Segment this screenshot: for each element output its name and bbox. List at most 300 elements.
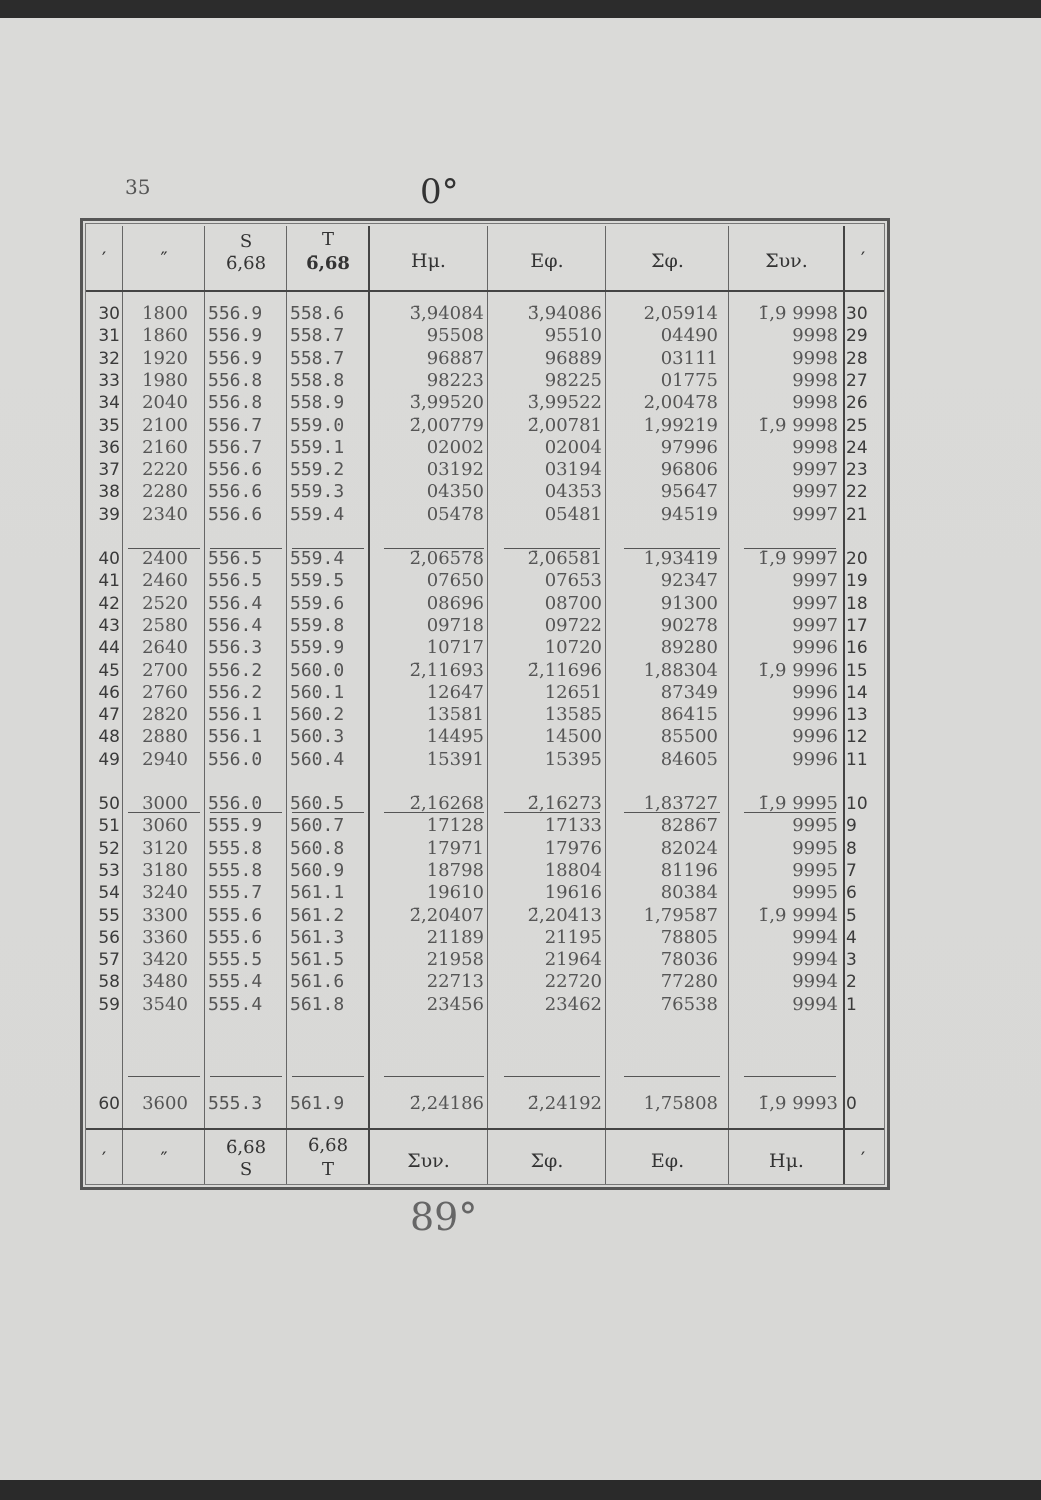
cell-hm: 2̄,16268 (409, 793, 484, 814)
cell-s: 555.6 (208, 904, 263, 926)
cell-s: 556.7 (208, 414, 263, 436)
cell-t: 560.4 (290, 748, 345, 770)
cell-ef: 12651 (544, 681, 602, 703)
cell-minutes: 54 (98, 883, 120, 904)
cell-s: 556.8 (208, 392, 263, 414)
table-row (0, 1092, 1041, 1116)
cell-seconds: 2340 (142, 503, 188, 525)
block-separator (292, 812, 364, 813)
block-separator (128, 812, 200, 813)
table-row (0, 614, 1041, 638)
cell-t: 559.3 (290, 481, 345, 503)
cell-sf: 76538 (660, 993, 718, 1015)
cell-s: 556.3 (208, 637, 263, 659)
cell-seconds: 2700 (142, 659, 188, 681)
cell-sun: 9997 (792, 503, 838, 525)
cell-t: 559.1 (290, 436, 345, 458)
cell-ef: 21964 (544, 949, 602, 971)
cell-ef: 17976 (544, 837, 602, 859)
cell-right-minutes: 19 (846, 571, 868, 592)
cell-ef: 2̄,24192 (527, 1093, 602, 1114)
cell-t: 559.5 (290, 570, 345, 592)
header-rule (86, 290, 884, 292)
cell-minutes: 56 (98, 927, 120, 948)
cell-s: 556.2 (208, 681, 263, 703)
cell-minutes: 43 (98, 615, 120, 636)
cell-ef: 2̄,16273 (527, 793, 602, 814)
cell-sf: 78805 (660, 926, 718, 948)
cell-right-minutes: 22 (846, 482, 868, 503)
cell-t: 560.5 (290, 793, 345, 814)
cell-right-minutes: 20 (846, 549, 868, 569)
footer-sf: Σφ. (530, 1150, 564, 1172)
block-separator (624, 548, 720, 549)
cell-hm: 05478 (426, 503, 484, 525)
block-separator (128, 548, 200, 549)
cell-sun: 9994 (792, 971, 838, 993)
cell-hm: 19610 (426, 882, 484, 904)
cell-minutes: 31 (98, 326, 120, 347)
cell-right-minutes: 26 (846, 393, 868, 414)
footer-seconds: ″ (160, 1148, 168, 1170)
footer-hm: Ημ. (769, 1150, 804, 1172)
cell-sun: 9996 (792, 726, 838, 748)
cell-sun: 9998 (792, 436, 838, 458)
cell-hm: 2̄,11693 (409, 659, 484, 681)
header-seconds: ″ (160, 248, 168, 270)
cell-hm: 2̄,00779 (409, 414, 484, 436)
cell-ef: 03194 (544, 459, 602, 481)
cell-right-minutes: 0 (846, 1094, 857, 1114)
cell-sf: 2,00478 (643, 392, 718, 414)
cell-sun: 1̄,9 9998 (757, 303, 838, 324)
cell-sun: 9997 (792, 459, 838, 481)
cell-sf: 77280 (660, 971, 718, 993)
cell-t: 560.1 (290, 681, 345, 703)
cell-s: 556.2 (208, 659, 263, 681)
cell-s: 556.9 (208, 325, 263, 347)
cell-right-minutes: 14 (846, 682, 868, 703)
table-row (0, 993, 1041, 1017)
cell-ef: 96889 (544, 347, 602, 369)
cell-sf: 95647 (660, 481, 718, 503)
table-row (0, 592, 1041, 616)
footer-ef: Εφ. (650, 1150, 685, 1172)
cell-hm: 08696 (426, 592, 484, 614)
cell-right-minutes: 21 (846, 504, 868, 525)
degree-heading-top: 0° (420, 172, 459, 212)
cell-right-minutes: 7 (846, 860, 857, 881)
cell-t: 559.8 (290, 614, 345, 636)
cell-right-minutes: 15 (846, 660, 868, 681)
cell-seconds: 1800 (142, 303, 188, 324)
cell-sun: 9995 (792, 882, 838, 904)
table-row (0, 926, 1041, 950)
cell-s: 556.9 (208, 347, 263, 369)
cell-t: 558.7 (290, 325, 345, 347)
cell-ef: 19616 (544, 882, 602, 904)
cell-s: 555.9 (208, 815, 263, 837)
cell-ef: 22720 (544, 971, 602, 993)
header-hm: Ημ. (411, 250, 446, 272)
cell-hm: 2̄,20407 (409, 904, 484, 926)
cell-ef: 3̄,99522 (527, 392, 602, 414)
cell-minutes: 52 (98, 838, 120, 859)
cell-ef: 95510 (544, 325, 602, 347)
cell-t: 561.8 (290, 993, 345, 1015)
header-sun: Συν. (765, 250, 808, 272)
cell-minutes: 37 (98, 460, 120, 481)
cell-minutes: 36 (98, 437, 120, 458)
table-row (0, 659, 1041, 683)
cell-minutes: 55 (98, 905, 120, 926)
cell-minutes: 39 (98, 504, 120, 525)
cell-seconds: 2760 (142, 681, 188, 703)
block-separator (128, 1076, 200, 1077)
cell-sf: 87349 (660, 681, 718, 703)
cell-seconds: 3480 (142, 971, 188, 993)
cell-right-minutes: 3 (846, 950, 857, 971)
cell-t: 561.6 (290, 971, 345, 993)
cell-sf: 97996 (660, 436, 718, 458)
table-row (0, 814, 1041, 838)
header-sf: Σφ. (651, 250, 684, 272)
cell-sf: 91300 (660, 592, 718, 614)
cell-hm: 15391 (426, 748, 484, 770)
cell-sf: 89280 (660, 637, 718, 659)
cell-hm: 03192 (426, 459, 484, 481)
table-row (0, 970, 1041, 994)
cell-t: 560.0 (290, 659, 345, 681)
table-row (0, 881, 1041, 905)
cell-s: 556.4 (208, 592, 263, 614)
cell-minutes: 49 (98, 749, 120, 770)
cell-hm: 04350 (426, 481, 484, 503)
cell-sun: 9996 (792, 681, 838, 703)
cell-right-minutes: 24 (846, 437, 868, 458)
cell-ef: 07653 (544, 570, 602, 592)
cell-sun: 1̄,9 9996 (757, 659, 838, 681)
cell-ef: 3̄,94086 (527, 303, 602, 324)
cell-s: 556.5 (208, 548, 263, 569)
table-row (0, 681, 1041, 705)
cell-sun: 9997 (792, 570, 838, 592)
page-number: 35 (125, 175, 151, 199)
cell-t: 558.6 (290, 303, 345, 324)
cell-sf: 1,75808 (643, 1093, 718, 1114)
cell-sf: 78036 (660, 949, 718, 971)
cell-sun: 9997 (792, 614, 838, 636)
cell-hm: 18798 (426, 859, 484, 881)
cell-seconds: 2400 (142, 548, 188, 569)
cell-right-minutes: 8 (846, 838, 857, 859)
cell-sun: 1̄,9 9995 (757, 793, 838, 814)
table-row (0, 302, 1041, 326)
table-row (0, 748, 1041, 772)
cell-right-minutes: 29 (846, 326, 868, 347)
cell-sun: 9998 (792, 392, 838, 414)
cell-minutes: 44 (98, 638, 120, 659)
cell-t: 559.6 (290, 592, 345, 614)
cell-ef: 09722 (544, 614, 602, 636)
cell-ef: 21195 (544, 926, 602, 948)
cell-seconds: 2160 (142, 436, 188, 458)
cell-ef: 08700 (544, 592, 602, 614)
cell-sun: 9998 (792, 325, 838, 347)
cell-sun: 9994 (792, 949, 838, 971)
cell-seconds: 3360 (142, 926, 188, 948)
cell-t: 560.9 (290, 859, 345, 881)
table-row (0, 859, 1041, 883)
cell-seconds: 2520 (142, 592, 188, 614)
cell-sf: 81196 (660, 859, 718, 881)
cell-ef: 02004 (544, 436, 602, 458)
cell-seconds: 2940 (142, 748, 188, 770)
cell-s: 556.0 (208, 793, 263, 814)
table-row (0, 904, 1041, 928)
block-separator (624, 1076, 720, 1077)
cell-s: 555.4 (208, 971, 263, 993)
cell-seconds: 1860 (142, 325, 188, 347)
cell-sf: 96806 (660, 459, 718, 481)
cell-sun: 1̄,9 9997 (757, 548, 838, 569)
cell-right-minutes: 4 (846, 927, 857, 948)
cell-sun: 9995 (792, 837, 838, 859)
cell-right-minutes: 9 (846, 816, 857, 837)
cell-right-minutes: 23 (846, 460, 868, 481)
cell-minutes: 40 (98, 549, 120, 569)
cell-seconds: 2280 (142, 481, 188, 503)
cell-hm: 98223 (426, 369, 484, 391)
cell-ef: 98225 (544, 369, 602, 391)
block-separator (210, 548, 282, 549)
cell-right-minutes: 1 (846, 994, 857, 1015)
block-separator (624, 812, 720, 813)
table-row (0, 503, 1041, 527)
cell-sf: 82867 (660, 815, 718, 837)
cell-ef: 13585 (544, 704, 602, 726)
cell-minutes: 51 (98, 816, 120, 837)
degree-heading-bottom: 89° (410, 1195, 478, 1239)
cell-s: 555.8 (208, 837, 263, 859)
cell-right-minutes: 10 (846, 794, 868, 814)
cell-hm: 21189 (426, 926, 484, 948)
cell-minutes: 35 (98, 415, 120, 436)
cell-right-minutes: 28 (846, 348, 868, 369)
block-separator (292, 1076, 364, 1077)
table-row (0, 347, 1041, 371)
cell-right-minutes: 30 (846, 304, 868, 324)
cell-ef: 2̄,06581 (527, 548, 602, 569)
cell-hm: 3̄,99520 (409, 392, 484, 414)
cell-sun: 9996 (792, 704, 838, 726)
table-row (0, 391, 1041, 415)
cell-sun: 1̄,9 9994 (757, 904, 838, 926)
cell-minutes: 38 (98, 482, 120, 503)
cell-minutes: 53 (98, 860, 120, 881)
cell-sun: 9998 (792, 369, 838, 391)
block-separator (384, 548, 484, 549)
block-separator (292, 548, 364, 549)
header-s-label: S (239, 231, 253, 252)
cell-seconds: 3120 (142, 837, 188, 859)
cell-s: 556.5 (208, 570, 263, 592)
cell-s: 556.6 (208, 459, 263, 481)
cell-s: 555.7 (208, 882, 263, 904)
cell-s: 556.1 (208, 726, 263, 748)
cell-s: 555.3 (208, 1093, 263, 1114)
cell-hm: 22713 (426, 971, 484, 993)
cell-t: 561.1 (290, 882, 345, 904)
cell-s: 556.8 (208, 369, 263, 391)
footer-rule (86, 1128, 884, 1130)
cell-right-minutes: 18 (846, 593, 868, 614)
cell-sf: 80384 (660, 882, 718, 904)
table-row (0, 725, 1041, 749)
header-right-minutes: ′ (860, 248, 866, 270)
cell-right-minutes: 17 (846, 615, 868, 636)
footer-right-minutes: ′ (860, 1148, 866, 1170)
cell-hm: 17128 (426, 815, 484, 837)
cell-t: 559.4 (290, 503, 345, 525)
cell-minutes: 45 (98, 660, 120, 681)
cell-seconds: 2820 (142, 704, 188, 726)
cell-hm: 96887 (426, 347, 484, 369)
block-separator (384, 1076, 484, 1077)
cell-sun: 9996 (792, 637, 838, 659)
cell-sun: 9998 (792, 347, 838, 369)
cell-seconds: 3420 (142, 949, 188, 971)
cell-ef: 05481 (544, 503, 602, 525)
cell-sf: 2,05914 (643, 303, 718, 324)
cell-t: 559.4 (290, 548, 345, 569)
cell-seconds: 1920 (142, 347, 188, 369)
cell-t: 560.2 (290, 704, 345, 726)
cell-s: 555.5 (208, 949, 263, 971)
cell-t: 560.7 (290, 815, 345, 837)
cell-s: 556.6 (208, 503, 263, 525)
cell-sun: 9995 (792, 815, 838, 837)
cell-seconds: 3240 (142, 882, 188, 904)
cell-minutes: 60 (98, 1094, 120, 1114)
cell-seconds: 2100 (142, 414, 188, 436)
table-row (0, 480, 1041, 504)
header-minutes: ′ (101, 248, 107, 270)
cell-sun: 9996 (792, 748, 838, 770)
cell-s: 555.6 (208, 926, 263, 948)
cell-hm: 95508 (426, 325, 484, 347)
block-separator (504, 1076, 600, 1077)
cell-sf: 1,99219 (643, 414, 718, 436)
cell-ef: 18804 (544, 859, 602, 881)
cell-sun: 9994 (792, 993, 838, 1015)
cell-s: 556.6 (208, 481, 263, 503)
cell-t: 561.5 (290, 949, 345, 971)
header-s-value: 6̄,68 (225, 253, 267, 274)
table-row (0, 369, 1041, 393)
table-row (0, 948, 1041, 972)
cell-t: 561.9 (290, 1093, 345, 1114)
footer-t-value: 6̄,68 (307, 1135, 349, 1156)
cell-sun: 9994 (792, 926, 838, 948)
cell-ef: 23462 (544, 993, 602, 1015)
footer-s-label: S (239, 1159, 253, 1180)
cell-ef: 17133 (544, 815, 602, 837)
table-row (0, 569, 1041, 593)
cell-t: 558.8 (290, 369, 345, 391)
cell-seconds: 2640 (142, 637, 188, 659)
cell-t: 559.9 (290, 637, 345, 659)
cell-s: 556.7 (208, 436, 263, 458)
cell-t: 559.0 (290, 414, 345, 436)
cell-minutes: 57 (98, 950, 120, 971)
cell-right-minutes: 25 (846, 415, 868, 436)
cell-sf: 92347 (660, 570, 718, 592)
cell-hm: 02002 (426, 436, 484, 458)
table-row (0, 458, 1041, 482)
cell-minutes: 33 (98, 370, 120, 391)
cell-minutes: 50 (98, 794, 120, 814)
cell-seconds: 2220 (142, 459, 188, 481)
cell-right-minutes: 5 (846, 905, 857, 926)
table-row (0, 636, 1041, 660)
header-t-value: 6̄,68 (306, 253, 350, 274)
cell-seconds: 1980 (142, 369, 188, 391)
cell-hm: 13581 (426, 704, 484, 726)
cell-hm: 3̄,94084 (409, 303, 484, 324)
cell-minutes: 58 (98, 972, 120, 993)
cell-hm: 14495 (426, 726, 484, 748)
cell-sf: 85500 (660, 726, 718, 748)
cell-sf: 94519 (660, 503, 718, 525)
footer-minutes: ′ (101, 1148, 107, 1170)
cell-hm: 12647 (426, 681, 484, 703)
cell-t: 561.3 (290, 926, 345, 948)
cell-hm: 21958 (426, 949, 484, 971)
cell-hm: 10717 (426, 637, 484, 659)
cell-t: 558.9 (290, 392, 345, 414)
cell-s: 555.8 (208, 859, 263, 881)
cell-right-minutes: 27 (846, 370, 868, 391)
cell-minutes: 48 (98, 727, 120, 748)
cell-seconds: 3540 (142, 993, 188, 1015)
cell-seconds: 3180 (142, 859, 188, 881)
cell-sf: 86415 (660, 704, 718, 726)
cell-minutes: 41 (98, 571, 120, 592)
cell-ef: 10720 (544, 637, 602, 659)
footer-s-value: 6̄,68 (225, 1137, 267, 1158)
footer-t-label: T (321, 1159, 334, 1180)
header-ef: Εφ. (530, 250, 564, 272)
cell-right-minutes: 12 (846, 727, 868, 748)
cell-s: 556.4 (208, 614, 263, 636)
cell-minutes: 46 (98, 682, 120, 703)
cell-sf: 03111 (660, 347, 718, 369)
block-separator (504, 548, 600, 549)
cell-minutes: 32 (98, 348, 120, 369)
table-row (0, 414, 1041, 438)
cell-seconds: 3300 (142, 904, 188, 926)
cell-hm: 2̄,06578 (409, 548, 484, 569)
cell-hm: 17971 (426, 837, 484, 859)
cell-minutes: 30 (98, 304, 120, 324)
cell-t: 558.7 (290, 347, 345, 369)
table-row (0, 324, 1041, 348)
cell-sf: 82024 (660, 837, 718, 859)
cell-ef: 2̄,11696 (527, 659, 602, 681)
cell-sf: 01775 (660, 369, 718, 391)
cell-t: 559.2 (290, 459, 345, 481)
